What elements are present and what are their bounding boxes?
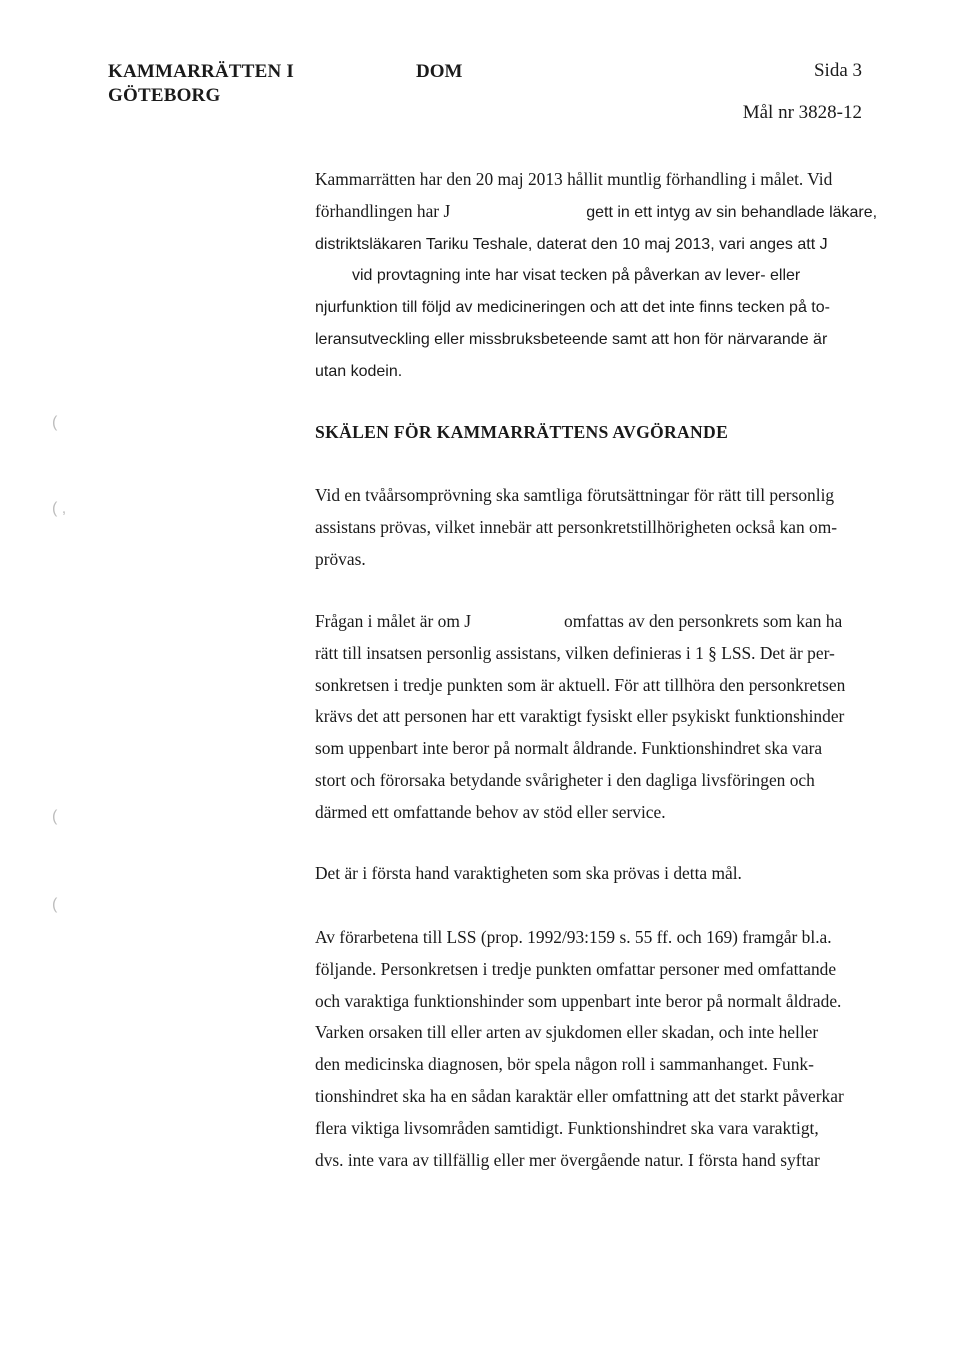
paragraph-line: därmed ett omfattande behov av stöd eller service. <box>315 801 666 822</box>
paragraph-preparatory-works <box>315 922 875 1176</box>
paragraph-line: krävs det att personen har ett varaktigt fysiskt eller psykiskt funktionshinder <box>315 706 845 727</box>
paragraph-line: som uppenbart inte beror på normalt åldrande. Funktionshindret ska vara <box>315 738 823 759</box>
paragraph-durability <box>315 858 875 890</box>
paragraph-line: flera viktiga livsområden samtidigt. Funktionshindret ska vara varaktigt, <box>315 1117 819 1138</box>
paragraph-line: njurfunktion till följd av medicineringen och att det inte finns tecken på to- <box>315 299 830 317</box>
paragraph-line: dvs. inte vara av tillfällig eller mer övergående natur. I första hand syftar <box>315 1149 820 1170</box>
paragraph-line-part: omfattas av den personkrets som kan ha <box>564 611 843 631</box>
paragraph-line-part: förhandlingen har J <box>315 200 451 221</box>
scan-artifact: ( <box>52 414 58 431</box>
paragraph-line: Kammarrätten har den 20 maj 2013 hållit muntlig förhandling i målet. Vid <box>315 169 833 189</box>
page-number: Sida 3 <box>813 60 862 81</box>
case-number: Mål nr 3828-12 <box>742 102 862 123</box>
paragraph-line: tionshindret ska ha en sådan karaktär eller omfattning att det starkt påverkar <box>315 1085 844 1106</box>
paragraph-line: stort och förorsaka betydande svårigheter i den dagliga livsföringen och <box>315 769 815 790</box>
scan-artifact: ( , <box>52 500 67 517</box>
paragraph-line-part: Frågan i målet är om J <box>315 611 471 631</box>
section-heading: SKÄLEN FÖR KAMMARRÄTTENS AVGÖRANDE <box>315 422 729 442</box>
paragraph-line: rätt till insatsen personlig assistans, vilken definieras i 1 § LSS. Det är per- <box>315 642 835 663</box>
paragraph-line: distriktsläkaren Tariku Teshale, daterat den 10 maj 2013, vari anges att J <box>315 235 828 253</box>
document-type: DOM <box>416 61 463 82</box>
paragraph-question <box>315 606 875 829</box>
paragraph-line: utan kodein. <box>315 362 403 380</box>
paragraph-line: prövas. <box>315 548 366 569</box>
paragraph-reassessment <box>315 480 875 575</box>
paragraph-line: och varaktiga funktionshinder som uppenbart inte beror på normalt åldrade. <box>315 990 842 1011</box>
paragraph-line-part: gett in ett intyg av sin behandlade läkare, <box>586 203 878 221</box>
court-name-line-2: GÖTEBORG <box>108 85 221 106</box>
paragraph-line: Varken orsaken till eller arten av sjukdomen eller skadan, och inte heller <box>315 1022 819 1043</box>
paragraph-line: leransutveckling eller missbruksbeteende samt att hon för närvarande är <box>315 330 828 348</box>
paragraph-line: assistans prövas, vilket innebär att personkretstillhörigheten också kan om- <box>315 516 838 537</box>
paragraph-line: Det är i första hand varaktigheten som ska prövas i detta mål. <box>315 863 742 883</box>
scan-artifact: ( <box>52 808 58 825</box>
scan-artifact: ( <box>52 896 58 913</box>
paragraph-line: Vid en tvåårsomprövning ska samtliga förutsättningar för rätt till personlig <box>315 485 835 505</box>
paragraph-hearing <box>315 164 878 388</box>
paragraph-line: följande. Personkretsen i tredje punkten omfattar personer med omfattande <box>315 958 837 979</box>
paragraph-line: vid provtagning inte har visat tecken på påverkan av lever- eller <box>352 267 801 285</box>
paragraph-line: Av förarbetena till LSS (prop. 1992/93:159 s. 55 ff. och 169) framgår bl.a. <box>315 927 832 947</box>
court-name <box>108 60 294 108</box>
paragraph-line: sonkretsen i tredje punkten som är aktuell. För att tillhöra den personkretsen <box>315 674 846 695</box>
court-name-line-1: KAMMARRÄTTEN I <box>108 61 294 82</box>
paragraph-line: den medicinska diagnosen, bör spela någon roll i sammanhanget. Funk- <box>315 1054 814 1075</box>
paragraph-line <box>315 196 878 229</box>
paragraph-line <box>315 606 875 638</box>
